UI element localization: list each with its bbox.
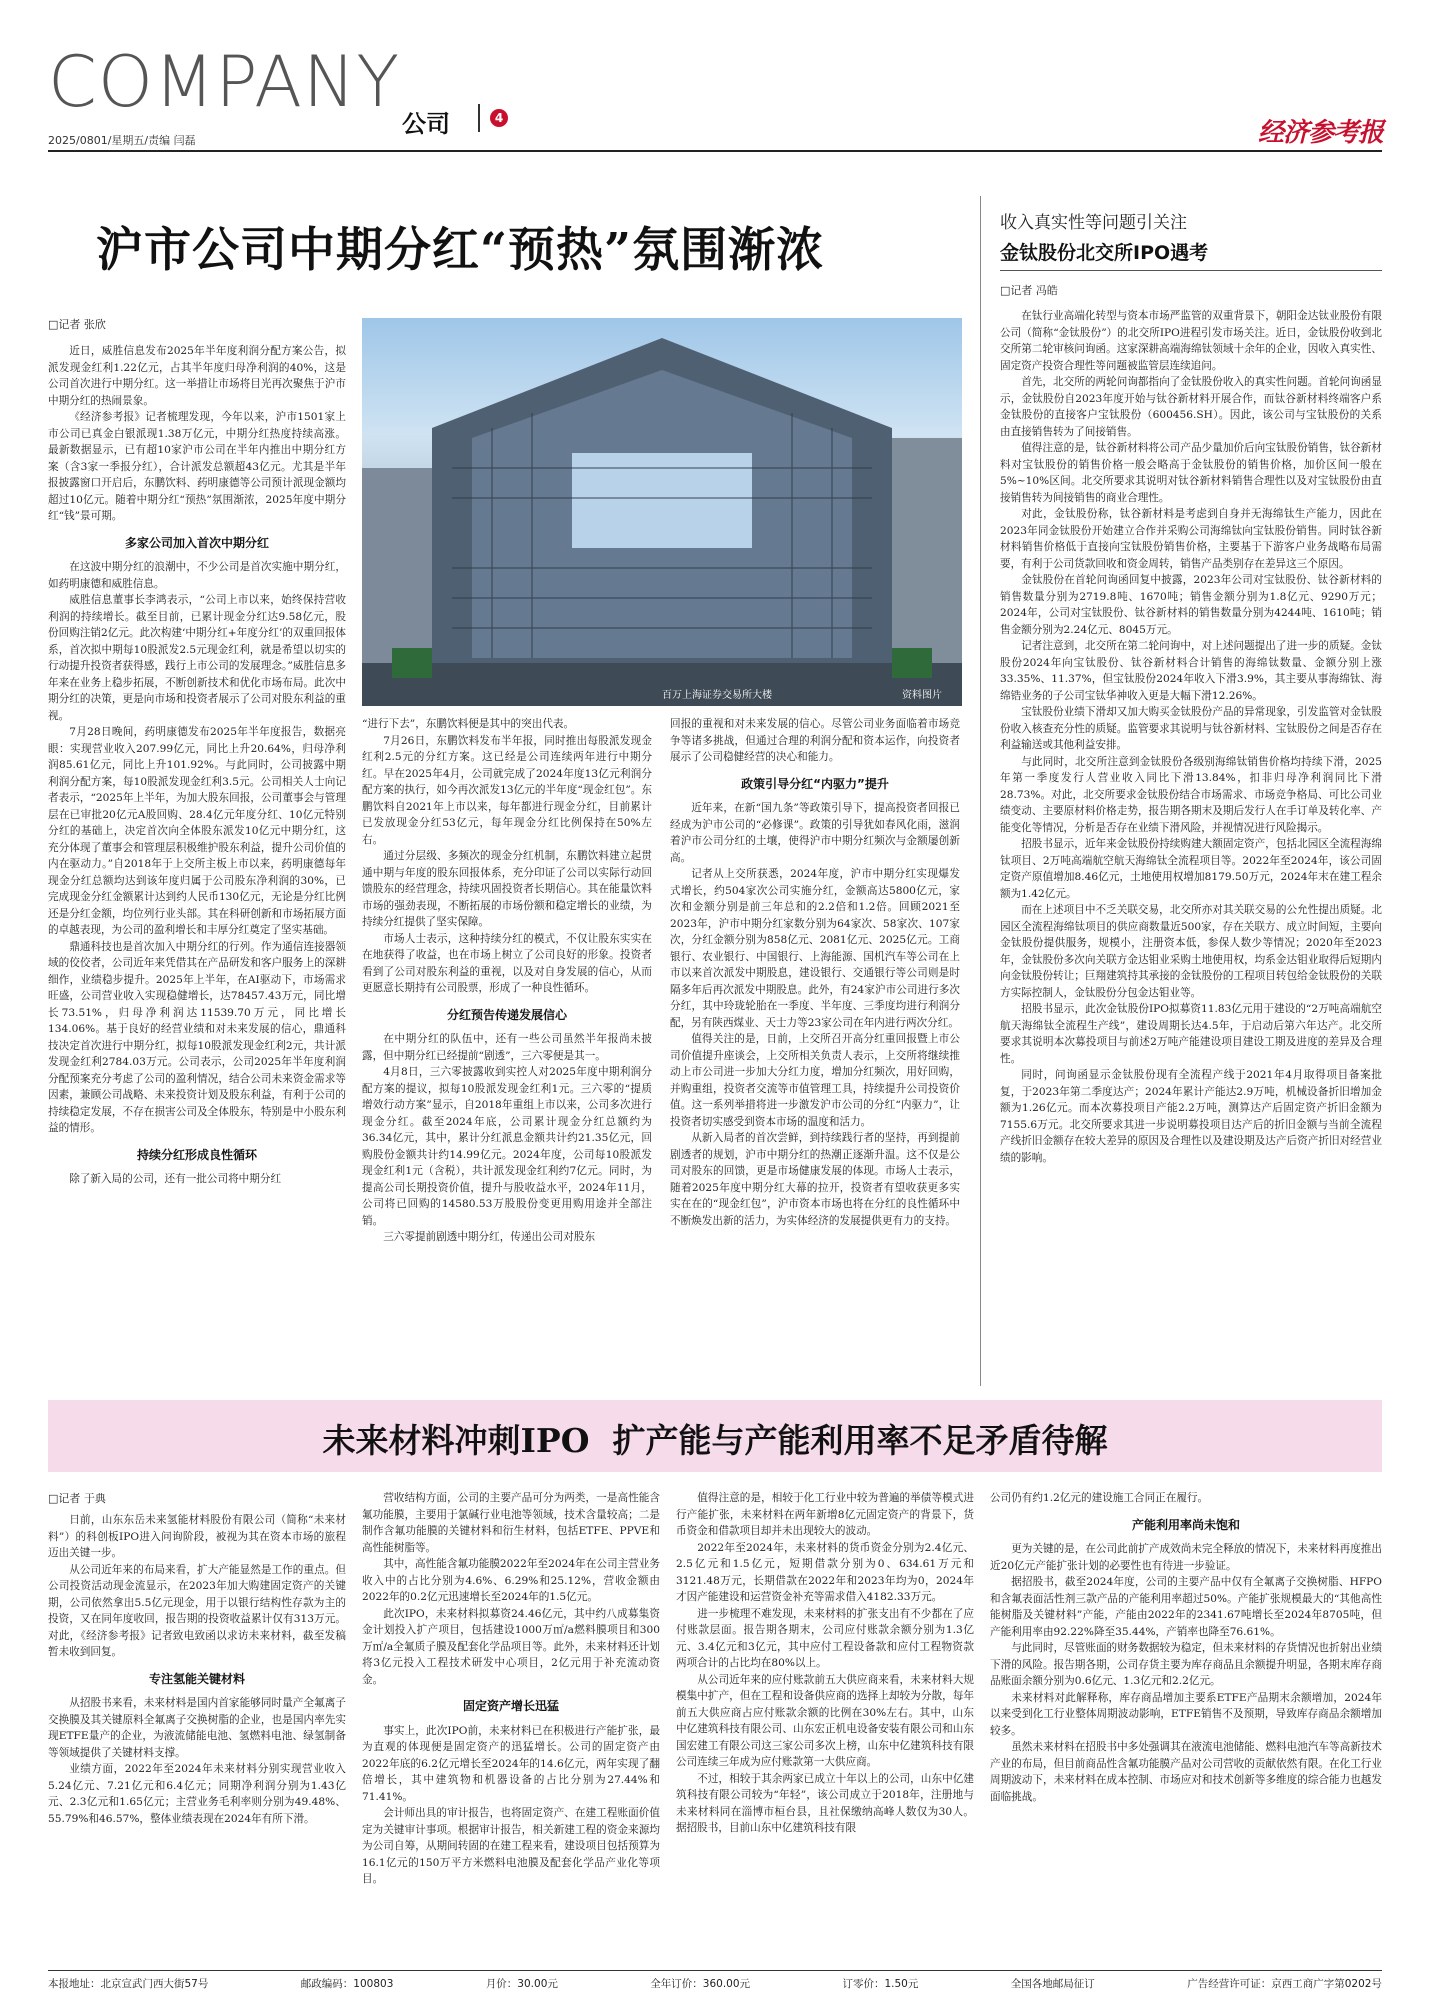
paragraph: 记者从上交所获悉，2024年度，沪市中期分红实现爆发式增长，约504家次公司实施分红，金额高达5800亿元，家次和金额分别是前三年总和的2.2倍和1.2倍。回顾2021至2023年，沪市中期分红家数分别为64家次、58家次、107家次，分红金额分别为858亿元、2081亿元、2025亿元。工商银行、农业银行、中国银行、上海能源、国机汽车等公司在上市以来首次派发中期股息，建设银行、交通银行等公司则是时隔多年后再次派发中期股息。此外，有24家沪市公司进行多次分红，其中玲珑轮胎在一季度、半年度、三季度均进行利润分配，另有陕西煤业、天士力等23家公司在年内进行两次分红。: [670, 868, 960, 1029]
paragraph: 宝钛股份业绩下滑却又加大购买金钛股份产品的异常现象，引发监管对金钛股份收入核查充分性的质疑。监管要求其说明与钛谷新材料、宝钛股份之间是否存在利益输送或其他利益安排。: [1000, 706, 1382, 751]
article-2-headline: 金钛股份北交所IPO遇考: [1000, 242, 1209, 264]
paragraph: 从新入局者的首次尝鲜，到持续践行者的坚持，再到提前剧透者的规划，沪市中期分红的热潮正逐渐升温。这不仅是公司对股东的回馈，更是市场健康发展的体现。市场人士表示，随着2025年度中期分红大幕的拉开，投资者有望收获更多实实在在的“现金红包”，沪市资本市场也将在分红的良性循环中不断焕发出新的活力，为实体经济的发展提供更有力的支持。: [670, 1132, 960, 1227]
paragraph: 通过分层级、多频次的现金分红机制，东鹏饮料建立起贯通中期与年度的股东回报体系，充分印证了公司以实际行动回馈股东的经营理念，持续巩固投资者长期信心。其在能量饮料市场的强劲表现，不断拓展的市场份额和稳定增长的业绩，为持续分红提供了坚实保障。: [362, 850, 652, 928]
footer-monthly-price: 月价：30.00元: [485, 1978, 558, 1990]
company-word: COMPANY: [48, 41, 401, 123]
paragraph: 4月8日，三六零披露收到实控人对2025年度中期利润分配方案的提议，拟每10股派发现金红利1元。三六零的“提质增效行动方案”显示，自2018年重组上市以来，公司多次进行现金分红。截至2024年底，公司累计现金分红总额约为36.34亿元，其中，累计分红派息金额共计约21.35亿元，回购股份金额共计约14.99亿元。2024年度，公司每10股派发现金红利1元（含税），共计派发现金红利约7亿元。同时，为提高公司长期投资价值，提升与股收益水平，2024年11月，公司将已回购的14580.53万股股份变更用购用途并全部注销。: [362, 1066, 652, 1227]
paragraph: 与此同时，北交所注意到金钛股份各级别海绵钛销售价格均持续下滑，2025年第一季度发行人营业收入同比下滑13.84%，扣非归母净利润同比下滑28.73%。对此，北交所要求金钛股份结合市场需求、市场竞争格局、可比公司业绩变动、主要原材料价格走势，报告期各期末及期后发行人在手订单及转化率、产能变化等情况，分析是否存在业绩下滑风险，并视情况进行风险揭示。: [1000, 755, 1382, 834]
paragraph: 在这波中期分红的浪潮中，不少公司是首次实施中期分红，如药明康德和威胜信息。: [48, 561, 346, 590]
footer: [48, 1976, 1382, 1996]
paragraph: 记者注意到，北交所在第二轮问询中，对上述问题提出了进一步的质疑。金钛股份2024年向宝钛股份、钛谷新材料合计销售的海绵钛数量、金额分别上涨33.35%、11.37%，但宝钛股份2024年收入下滑3.9%，其主要从事海绵钛、海绵锆业务的子公司宝钛华神收入更是大幅下滑12.26%。: [1000, 640, 1382, 702]
paragraph: 《经济参考报》记者梳理发现，今年以来，沪市1501家上市公司已真金白银派现1.38万亿元，中期分红热度持续高涨。最新数据显示，已有超10家沪市公司在半年内推出中期分红方案（含3家一季报分红），合计派发总额超43亿元。尤其是半年报披露窗口开启后，东鹏饮料、药明康德等公司预计派现金额均超过10亿元。随着中期分红“预热”氛围渐浓，2025年度中期分红“钱”景可期。: [48, 411, 346, 522]
paragraph: 此次IPO，未来材料拟募资24.46亿元，其中约八成募集资金计划投入扩产项目，包括建设1000万㎡/a燃料膜项目和300万㎡/a全氟质子膜及配套化学品项目等。此外，未来材料还计划将3亿元投入工程技术研发中心项目，2亿元用于补充流动资金。: [362, 1607, 660, 1686]
paragraph: 公司仍有约1.2亿元的建设施工合同正在履行。: [990, 1492, 1209, 1504]
paragraph: 金钛股份在首轮问询函回复中披露，2023年公司对宝钛股份、钛谷新材料的销售数量分别为2719.8吨、1670吨；销售金额分别为1.8亿元、9290万元；2024年，公司对宝钛股份、钛谷新材料的销售数量分别为4244吨、1610吨；销售金额分别为2.24亿元、8045万元。: [1000, 574, 1382, 636]
article-3-column-2: [362, 1490, 660, 1888]
masthead-divider: [478, 104, 480, 132]
subheading: 分红预告传递发展信心: [446, 1007, 567, 1022]
article-1-byline: □记者 张欣: [48, 318, 106, 331]
article-3-byline: □记者 于典: [48, 1492, 106, 1505]
masthead-rule: [48, 150, 1382, 152]
paragraph: 除了新入局的公司，还有一批公司将中期分红: [69, 1173, 282, 1185]
article-2-kicker: 收入真实性等问题引关注: [1000, 213, 1187, 233]
footer-postcode: 邮政编码：100803: [300, 1978, 394, 1990]
footer-annual-price: 全年订价：360.00元: [650, 1978, 751, 1990]
paragraph: 值得注意的是，相较于化工行业中较为普遍的举债等模式进行产能扩张，未来材料在两年新增8亿元固定资产的背景下，货币资金和借款项目却并未出现较大的波动。: [676, 1492, 974, 1537]
footer-rule: [48, 1970, 1382, 1971]
date-line: 2025/0801/星期五/责编 闫磊: [48, 134, 196, 147]
column-divider: [980, 196, 981, 1386]
paragraph: 市场人士表示，这种持续分红的模式，不仅让股东实实在在地获得了收益，也在市场上树立了公司良好的形象。投资者看到了公司对股东利益的重视，以及对自身发展的信心，从而更愿意长期持有公司股票，形成了一种良性循环。: [362, 932, 652, 994]
paragraph: 在中期分红的队伍中，还有一些公司虽然半年报尚未披露，但中期分红已经提前“剧透”，三六零便是其一。: [362, 1033, 652, 1062]
photo-caption: 百万上海证券交易所大楼: [662, 690, 772, 701]
paragraph: 而在上述项目中不乏关联交易，北交所亦对其关联交易的公允性提出质疑。北园区全流程海绵钛项目的供应商数量近500家，存在关联方、成立时间短，主要向金钛股份提供服务，规模小，注册资本低，参保人数少等情况；2020年至2023年，金钛股份多次向关联方金达钼业采购土地使用权，均系金达钼业取得后短期内向金钛股份转让；巨翔建筑持其承接的金钛股份的工程项目转包给金钛股份的关联方实际控制人，金钛股份分包金达钼业等。: [1000, 904, 1382, 999]
building-illustration: [362, 318, 962, 706]
newspaper-logo: 经济参考报: [1258, 118, 1384, 148]
footer-ad-license: 广告经营许可证：京西工商广字第0202号: [1187, 1978, 1382, 1990]
paragraph: 近日，威胜信息发布2025年半年度利润分配方案公告，拟派发现金红利1.22亿元，占其半年度归母净利润的40%，这是公司首次进行中期分红。这一举措让市场将目光再次聚焦于沪市中期分红的热闹景象。: [48, 345, 346, 407]
paragraph: 首先，北交所的两轮问询都指向了金钛股份收入的真实性问题。首轮问询函显示，金钛股份自2023年度开始与钛谷新材料开展合作，而钛谷新材料终端客户系金钛股份的直接客户宝钛股份（600456.SH）。因此，该公司与宝钛股份的关系由直接销售转为了间接销售。: [1000, 376, 1382, 438]
photo-credit: 资料图片: [902, 690, 942, 701]
article-1-headline: 沪市公司中期分红“预热”氛围渐浓: [96, 223, 825, 278]
paragraph: 2022年至2024年，未来材料的货币资金分别为2.4亿元、2.5亿元和1.5亿元，短期借款分别为0、634.61万元和3121.48万元，长期借款在2022年和2023年均为0，2024年才因产能建设和运营资金补充等需求借入4182.33万元。: [676, 1541, 974, 1603]
paragraph: 同时，问询函显示金钛股份现有全流程产线于2021年4月取得项目备案批复，于2023年第二季度达产；2024年累计产能达2.9万吨，机械设备折旧增加金额为1.26亿元。而本次募投项目产能2.2万吨，测算达产后固定资产折旧金额为7155.6万元。北交所要求其进一步说明募投项目达产后的折旧金额与当前全流程产线折旧金额存在较大差异的原因及合理性以及建设期及达产后资产折旧对经营业绩的影响。: [1000, 1069, 1382, 1164]
paragraph: 7月28日晚间，药明康德发布2025年半年度报告，数据亮眼：实现营业收入207.99亿元，同比上升20.64%，归母净利润85.61亿元，同比上升101.92%。与此同时，公司披露中期利润分配方案，每10股派发现金红利3.5元。公司相关人士向记者表示，“2025年上半年，为加大股东回报，公司董事会与管理层在已审批20亿元A股回购、28.4亿元年度分红、10亿元特别分红的基础上，决定首次向全体股东派发10亿元中期分红，这充分体现了董事会和管理层积极维护股东利益，提升公司价值的内在驱动力。”自2018年于上交所主板上市以来，药明康德每年现金分红总额均达到该年度归属于公司股东净利润的30%，已完成现金分红金额累计达到约人民币130亿元，无论是分红比例还是分红金额，均位列行业头部。其在科研创新和市场拓展方面的卓越表现，为公司的盈利增长和丰厚分红奠定了坚实基础。: [48, 726, 346, 936]
article-3-headline: 未来材料冲刺IPO 扩产能与产能利用率不足矛盾待解: [322, 1421, 1108, 1460]
paragraph: 近年来，在新“国九条”等政策引导下，提高投资者回报已经成为沪市公司的“必修课”。政策的引导犹如春风化雨，滋润着沪市公司分红的土壤，使得沪市中期分红频次与金额屡创新高。: [670, 802, 960, 864]
subheading: 专注氢能关键材料: [148, 1671, 245, 1686]
subheading: 政策引导分红“内驱力”提升: [741, 776, 889, 791]
article-3-headline-band: [48, 1400, 1382, 1472]
paragraph: 7月26日，东鹏饮料发布半年报，同时推出每股派发现金红利2.5元的分红方案。这已经是公司连续两年进行中期分红。早在2025年4月，公司就完成了2024年度13亿元利润分配方案的执行，如今再次派发13亿元的半年度“现金红包”。东鹏饮料自2021年上市以来，每年都进行现金分红，目前累计已发放现金分红53亿元，每年现金分红比例保持在50%左右。: [362, 734, 652, 846]
paragraph: 鼎通科技也是首次加入中期分红的行列。作为通信连接器领域的佼佼者，公司近年来凭借其在产品研发和客户服务上的深耕细作，业绩稳步提升。2025年上半年，在AI驱动下，市场需求旺盛，公司营业收入实现稳健增长，达78457.43万元，同比增长73.51%，归母净利润达11539.70万元，同比增长134.06%。基于良好的经营业绩和对未来发展的信心，鼎通科技决定首次进行中期分红，拟每10股派发现金红利2元，共计派发现金红利2784.03万元。公司表示，公司2025年半年度利润分配预案充分考虑了公司的盈利情况，结合公司未来资金需求等因素，兼顾公司战略、未来投资计划及股东利益，有利于公司的持续稳定发展，不存在损害公司及全体股东，特别是中小股东利益的情形。: [48, 940, 346, 1134]
paragraph: 更为关键的是，在公司此前扩产成效尚未完全释放的情况下，未来材料再度推出近20亿元产能扩张计划的必要性也有待进一步验证。: [990, 1543, 1382, 1572]
paragraph: 事实上，此次IPO前，未来材料已在积极进行产能扩张，最为直观的体现便是固定资产的迅猛增长。公司的固定资产由2022年底的6.2亿元增长至2024年的14.6亿元，两年实现了翻倍增长，其中建筑物和机器设备的占比分别为27.44%和71.41%。: [362, 1724, 660, 1803]
article-2-byline: □记者 冯皓: [1000, 284, 1058, 297]
paragraph: 日前，山东东岳未来氢能材料股份有限公司（简称“未来材料”）的科创板IPO进入问询阶段，被视为其在资本市场的旅程迈出关键一步。: [48, 1514, 346, 1559]
paragraph: 会计师出具的审计报告，也将固定资产、在建工程账面价值定为关键审计事项。根据审计报告，相关新建工程的资金来源均为公司自筹，从期间转固的在建工程来看，建设项目包括预算为16.1亿元的150万平方米燃料电池膜及配套化学品产业化等项目。: [362, 1807, 660, 1885]
page-number-badge: 4: [490, 109, 508, 127]
subheading: 固定资产增长迅猛: [462, 1699, 559, 1713]
paragraph: 三六零提前剧透中期分红，传递出公司对股东: [383, 1231, 596, 1243]
subheading: 持续分红形成良性循环: [136, 1147, 257, 1162]
footer-retail-price: 订零价：1.50元: [842, 1978, 919, 1990]
paragraph: 招股书显示，此次金钛股份IPO拟募资11.83亿元用于建设的“2万吨高端航空航天海绵钛全流程生产线”，建设周期长达4.5年，于启动后第六年达产。北交所要求其说明本次募投项目与前述2万吨产能建设项目建设工期及进度的差异及合理性。: [1000, 1003, 1382, 1065]
paragraph: 不过，相较于其余两家已成立十年以上的公司，山东中亿建筑科技有限公司较为“年轻”，该公司成立于2018年，注册地与未来材料同在淄博市桓台县，且社保缴纳高峰人数仅为30人。据招股书，目前山东中亿建筑科技有限: [676, 1772, 974, 1834]
paragraph: 进一步梳理不难发现，未来材料的扩张支出有不少都在了应付账款层面。报告期各期末，公司应付账款余额分别为1.3亿元、3.4亿元和3亿元，其中应付工程设备款和应付工程物资款两项合计的占比均在80%以上。: [676, 1607, 974, 1669]
masthead: [0, 0, 1430, 148]
paragraph: 招股书显示，近年来金钛股份持续购建大额固定资产，包括北园区全流程海绵钛项目、2万吨高端航空航天海绵钛全流程项目等。2022年至2024年，该公司固定资产原值增加8.46亿元，土地使用权增加8179.50万元，2024年末在建工程余额为1.42亿元。: [1000, 838, 1382, 900]
paragraph: 营收结构方面，公司的主要产品可分为两类，一是高性能含氟功能膜，主要用于氯碱行业电池等领域，技术含量较高；二是制作含氟功能膜的关键材料和衍生材料，包括ETFE、PPVE和高性能树脂等。: [362, 1492, 660, 1554]
paragraph: 与此同时，尽管账面的财务数据较为稳定，但未来材料的存货情况也折射出业绩下滑的风险。报告期各期，公司存货主要为库存商品且余额提升明显，各期末库存商品账面余额分别为0.6亿元、1.3亿元和2.2亿元。: [990, 1642, 1382, 1687]
paragraph: 虽然未来材料在招股书中多处强调其在液流电池储能、燃料电池汽车等高新技术产业的布局，但目前商品性含氟功能膜产品对公司营收的贡献依然有限。在化工行业周期波动下，未来材料在成本控制、市场应对和技术创新等多维度的综合能力也越发面临挑战。: [990, 1741, 1382, 1803]
paragraph: 其中，高性能含氟功能膜2022年至2024年在公司主营业务收入中的占比分别为4.6%、6.29%和25.12%，营收金额由2022年的0.2亿元迅速增长至2024年的1.5亿元。: [362, 1558, 660, 1603]
footer-address: 本报地址：北京宣武门西大街57号: [48, 1978, 209, 1990]
paragraph: 回报的重视和对未来发展的信心。尽管公司业务面临着市场竞争等诸多挑战，但通过合理的利润分配和资本运作，向投资者展示了公司稳健经营的决心和能力。: [670, 718, 960, 763]
article-3-column-1: [48, 1512, 346, 1827]
paragraph: 未来材料对此解释称，库存商品增加主要系ETFE产品期末余额增加，2024年以来受到化工行业整体周期波动影响，ETFE销售不及预期，导致库存商品余额增加较多。: [990, 1691, 1382, 1737]
section-name: 公司: [402, 110, 450, 138]
paragraph: 从招股书来看，未来材料是国内首家能够同时量产全氟离子交换膜及其关键原料全氟离子交换树脂的企业，也是国内率先实现ETFE量产的企业，为液流储能电池、氢燃料电池、绿氢制备等领域提供了关键材料支撑。: [48, 1697, 346, 1759]
paragraph: 业绩方面，2022年至2024年未来材料分别实现营业收入5.24亿元、7.21亿元和6.4亿元；同期净利润分别为1.43亿元、2.3亿元和1.65亿元；主营业务毛利率则分别为49.48%、55.79%和46.57%，整体业绩表现在2024年有所下滑。: [48, 1763, 346, 1825]
article-1-column-2: [362, 716, 652, 1246]
stock-exchange-photo: [362, 318, 962, 706]
paragraph: 对此，金钛股份称，钛谷新材料是考虑到自身并无海绵钛生产能力，因此在2023年同金钛股份开始建立合作并采购公司海绵钛向宝钛股份销售。同时钛谷新材料销售价格低于直接向宝钛股份销售价格，主要基于下游客户业务战略布局需要，有利于公司货款回收和资金周转，销售产品类别存在差异这三个原因。: [1000, 508, 1382, 570]
article-3-column-3: [676, 1490, 974, 1837]
subheading: 多家公司加入首次中期分红: [124, 535, 269, 550]
paragraph: “进行下去”，东鹏饮料便是其中的突出代表。: [362, 718, 575, 730]
paragraph: 值得关注的是，日前，上交所召开高分红重回报暨上市公司价值提升座谈会，上交所相关负责人表示，上交所将继续推动上市公司进一步加大分红力度，增加分红频次，用好回购，并购重组，投资者交流等市值管理工具，持续提升公司投资价值。这一系列举措将进一步激发沪市公司的分红“内驱力”，让投资者切实感受到资本市场的温度和活力。: [670, 1033, 960, 1128]
article-3-column-4: [990, 1490, 1382, 1805]
subheading: 产能利用率尚未饱和: [1131, 1517, 1240, 1532]
paragraph: 从公司近年来的应付账款前五大供应商来看，未来材料大规模集中扩产，但在工程和设备供应商的选择上却较为分散，每年前五大供应商占应付账款余额的比例在30%左右。其中，山东中亿建筑科技有限公司、山东宏正机电设备安装有限公司和山东国宏建工有限公司这三家公司多次上榜，山东中亿建筑科技有限公司连续三年成为应付账款第一大供应商。: [676, 1673, 974, 1768]
article-1-column-3: [670, 716, 960, 1229]
paragraph: 值得注意的是，钛谷新材料将公司产品少量加价后向宝钛股份销售，钛谷新材料对宝钛股份的销售价格一般会略高于金钛股份的销售价格，加价区间一般在5%~10%区间。北交所要求其说明对钛谷新材料销售合理性以及对宝钛股份由直接销售转为间接销售的商业合理性。: [1000, 442, 1382, 504]
paragraph: 从公司近年来的布局来看，扩大产能显然是工作的重点。但公司投资活动现金流显示，在2023年加大购建固定资产的关键期，公司依然拿出5.5亿元现金，用于以银行结构性存款为主的投资，又在同年度收回，报告期的投资收益累计仅有313万元。对此，《经济参考报》记者致电致函以求访未来材料，截至发稿暂未收到回复。: [48, 1563, 346, 1658]
footer-distribution: 全国各地邮局征订: [1010, 1978, 1095, 1990]
article-2-rule: [1000, 270, 1382, 271]
article-2-body: [1000, 308, 1382, 1166]
paragraph: 在钛行业高端化转型与资本市场严监管的双重背景下，朝阳金达钛业股份有限公司（简称“金钛股份”）的北交所IPO进程引发市场关注。近日，金钛股份收到北交所第二轮审核问询函。这家深耕高端海绵钛领域十余年的企业，因收入真实性、固定资产投资合理性等问题被监管层连续追问。: [1000, 310, 1382, 372]
paragraph: 威胜信息董事长李鸿表示，“公司上市以来，始终保持营收利润的持续增长。截至目前，已累计现金分红达9.58亿元，股份回购注销2亿元。此次构建‘中期分红+年度分红’的双重回报体系，首次拟中期每10股派发2.5元现金红利，就是希望以切实的行动提升投资者获得感，践行上市公司的发展理念。”威胜信息多年来在业务上稳步拓展，不断创新技术和优化市场布局。此次中期分红的决策，更是向市场和投资者展示了公司对股东利益的重视。: [48, 594, 346, 722]
paragraph: 据招股书，截至2024年度，公司的主要产品中仅有全氟离子交换树脂、HFPO和含氟表面活性剂三款产品的产能利用率超过50%。产能扩张规模最大的“其他高性能树脂及关键材料”产能，产能由2022年的2341.67吨增长至2024年8705吨，但产能利用率由92.22%降至35.44%，产销率也降至76.61%。: [990, 1576, 1382, 1638]
article-1-column-1: [48, 343, 346, 1188]
